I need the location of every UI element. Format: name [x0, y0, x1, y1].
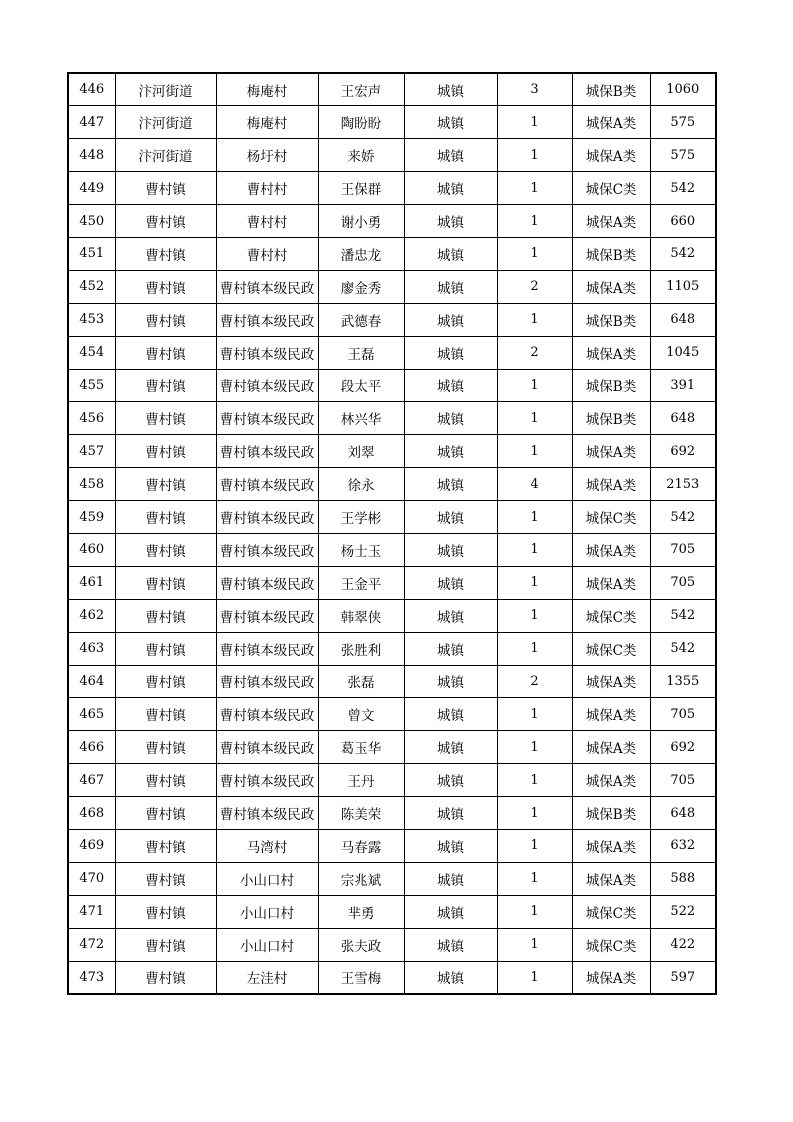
cell-category: 城保A类 — [572, 961, 650, 994]
cell-street-town: 曹村镇 — [115, 270, 216, 303]
cell-area-type: 城镇 — [404, 139, 497, 172]
cell-name: 芈勇 — [318, 895, 404, 928]
cell-amount: 705 — [650, 698, 716, 731]
cell-name: 王保群 — [318, 172, 404, 205]
cell-name: 宗兆斌 — [318, 862, 404, 895]
cell-household-size: 1 — [497, 205, 572, 238]
cell-village: 曹村镇本级民政 — [216, 731, 318, 764]
cell-name: 段太平 — [318, 369, 404, 402]
cell-street-town: 曹村镇 — [115, 862, 216, 895]
cell-row-number: 464 — [68, 665, 115, 698]
cell-amount: 648 — [650, 303, 716, 336]
cell-village: 曹村镇本级民政 — [216, 468, 318, 501]
cell-amount: 588 — [650, 862, 716, 895]
cell-household-size: 1 — [497, 764, 572, 797]
cell-category: 城保B类 — [572, 73, 650, 106]
cell-category: 城保A类 — [572, 106, 650, 139]
cell-area-type: 城镇 — [404, 73, 497, 106]
cell-category: 城保A类 — [572, 829, 650, 862]
cell-row-number: 462 — [68, 599, 115, 632]
cell-name: 王雪梅 — [318, 961, 404, 994]
cell-household-size: 1 — [497, 369, 572, 402]
cell-village: 梅庵村 — [216, 106, 318, 139]
table-row — [68, 665, 716, 698]
cell-street-town: 曹村镇 — [115, 665, 216, 698]
cell-household-size: 1 — [497, 599, 572, 632]
cell-name: 廖金秀 — [318, 270, 404, 303]
cell-village: 曹村镇本级民政 — [216, 533, 318, 566]
cell-household-size: 1 — [497, 435, 572, 468]
cell-household-size: 1 — [497, 862, 572, 895]
cell-row-number: 469 — [68, 829, 115, 862]
cell-name: 武德春 — [318, 303, 404, 336]
cell-category: 城保A类 — [572, 139, 650, 172]
cell-category: 城保A类 — [572, 566, 650, 599]
cell-amount: 648 — [650, 797, 716, 830]
cell-household-size: 1 — [497, 402, 572, 435]
cell-household-size: 1 — [497, 303, 572, 336]
cell-household-size: 4 — [497, 468, 572, 501]
table-row — [68, 698, 716, 731]
cell-category: 城保C类 — [572, 895, 650, 928]
cell-category: 城保B类 — [572, 402, 650, 435]
table-row — [68, 336, 716, 369]
cell-area-type: 城镇 — [404, 336, 497, 369]
cell-street-town: 曹村镇 — [115, 632, 216, 665]
cell-amount: 542 — [650, 632, 716, 665]
cell-amount: 1105 — [650, 270, 716, 303]
cell-amount: 542 — [650, 501, 716, 534]
cell-name: 张夫政 — [318, 928, 404, 961]
cell-area-type: 城镇 — [404, 862, 497, 895]
cell-category: 城保A类 — [572, 665, 650, 698]
cell-category: 城保C类 — [572, 172, 650, 205]
cell-household-size: 1 — [497, 237, 572, 270]
cell-name: 徐永 — [318, 468, 404, 501]
cell-village: 曹村镇本级民政 — [216, 599, 318, 632]
cell-area-type: 城镇 — [404, 435, 497, 468]
cell-village: 曹村镇本级民政 — [216, 336, 318, 369]
cell-household-size: 2 — [497, 270, 572, 303]
cell-amount: 422 — [650, 928, 716, 961]
cell-street-town: 曹村镇 — [115, 402, 216, 435]
table-row — [68, 172, 716, 205]
cell-category: 城保A类 — [572, 731, 650, 764]
cell-area-type: 城镇 — [404, 665, 497, 698]
cell-street-town: 曹村镇 — [115, 731, 216, 764]
cell-category: 城保C类 — [572, 632, 650, 665]
cell-village: 曹村村 — [216, 172, 318, 205]
cell-amount: 648 — [650, 402, 716, 435]
cell-name: 陈美荣 — [318, 797, 404, 830]
cell-street-town: 曹村镇 — [115, 599, 216, 632]
cell-row-number: 456 — [68, 402, 115, 435]
cell-street-town: 曹村镇 — [115, 895, 216, 928]
cell-row-number: 460 — [68, 533, 115, 566]
cell-area-type: 城镇 — [404, 303, 497, 336]
cell-household-size: 1 — [497, 533, 572, 566]
table-row — [68, 139, 716, 172]
cell-area-type: 城镇 — [404, 829, 497, 862]
cell-row-number: 465 — [68, 698, 115, 731]
cell-row-number: 466 — [68, 731, 115, 764]
table-row — [68, 237, 716, 270]
cell-name: 王磊 — [318, 336, 404, 369]
cell-category: 城保A类 — [572, 205, 650, 238]
table-row — [68, 797, 716, 830]
cell-area-type: 城镇 — [404, 895, 497, 928]
table-row — [68, 895, 716, 928]
table-row — [68, 468, 716, 501]
cell-amount: 1045 — [650, 336, 716, 369]
cell-household-size: 3 — [497, 73, 572, 106]
table-row — [68, 402, 716, 435]
table-row — [68, 928, 716, 961]
cell-row-number: 471 — [68, 895, 115, 928]
cell-village: 曹村镇本级民政 — [216, 402, 318, 435]
cell-row-number: 446 — [68, 73, 115, 106]
cell-name: 王学彬 — [318, 501, 404, 534]
cell-household-size: 2 — [497, 336, 572, 369]
table-row — [68, 632, 716, 665]
cell-row-number: 472 — [68, 928, 115, 961]
cell-street-town: 曹村镇 — [115, 961, 216, 994]
table-row — [68, 205, 716, 238]
table-row — [68, 303, 716, 336]
cell-household-size: 1 — [497, 106, 572, 139]
table-body — [68, 73, 716, 994]
data-table — [67, 72, 717, 995]
table-row — [68, 501, 716, 534]
cell-street-town: 曹村镇 — [115, 533, 216, 566]
cell-street-town: 曹村镇 — [115, 698, 216, 731]
cell-row-number: 451 — [68, 237, 115, 270]
cell-category: 城保B类 — [572, 369, 650, 402]
cell-amount: 2153 — [650, 468, 716, 501]
table-row — [68, 435, 716, 468]
cell-name: 刘翠 — [318, 435, 404, 468]
cell-amount: 692 — [650, 435, 716, 468]
cell-row-number: 454 — [68, 336, 115, 369]
cell-street-town: 曹村镇 — [115, 566, 216, 599]
cell-row-number: 470 — [68, 862, 115, 895]
cell-row-number: 448 — [68, 139, 115, 172]
cell-amount: 575 — [650, 106, 716, 139]
cell-area-type: 城镇 — [404, 764, 497, 797]
cell-row-number: 468 — [68, 797, 115, 830]
cell-name: 杨士玉 — [318, 533, 404, 566]
cell-village: 曹村镇本级民政 — [216, 797, 318, 830]
cell-household-size: 1 — [497, 698, 572, 731]
table-row — [68, 106, 716, 139]
cell-area-type: 城镇 — [404, 468, 497, 501]
cell-village: 曹村镇本级民政 — [216, 369, 318, 402]
cell-village: 小山口村 — [216, 928, 318, 961]
cell-name: 曾文 — [318, 698, 404, 731]
cell-household-size: 1 — [497, 928, 572, 961]
cell-category: 城保C类 — [572, 599, 650, 632]
cell-row-number: 453 — [68, 303, 115, 336]
table-row — [68, 599, 716, 632]
cell-village: 杨圩村 — [216, 139, 318, 172]
cell-amount: 575 — [650, 139, 716, 172]
cell-area-type: 城镇 — [404, 566, 497, 599]
cell-amount: 705 — [650, 566, 716, 599]
cell-amount: 542 — [650, 237, 716, 270]
cell-row-number: 452 — [68, 270, 115, 303]
cell-street-town: 汴河街道 — [115, 139, 216, 172]
table-row — [68, 73, 716, 106]
cell-row-number: 450 — [68, 205, 115, 238]
cell-category: 城保B类 — [572, 797, 650, 830]
cell-area-type: 城镇 — [404, 928, 497, 961]
cell-household-size: 1 — [497, 895, 572, 928]
cell-area-type: 城镇 — [404, 797, 497, 830]
cell-street-town: 曹村镇 — [115, 336, 216, 369]
cell-village: 曹村镇本级民政 — [216, 566, 318, 599]
cell-street-town: 曹村镇 — [115, 468, 216, 501]
cell-village: 曹村镇本级民政 — [216, 270, 318, 303]
cell-row-number: 457 — [68, 435, 115, 468]
cell-village: 小山口村 — [216, 895, 318, 928]
cell-name: 葛玉华 — [318, 731, 404, 764]
cell-village: 梅庵村 — [216, 73, 318, 106]
cell-amount: 542 — [650, 172, 716, 205]
cell-village: 曹村镇本级民政 — [216, 435, 318, 468]
table-row — [68, 862, 716, 895]
cell-street-town: 曹村镇 — [115, 303, 216, 336]
cell-village: 马湾村 — [216, 829, 318, 862]
cell-category: 城保A类 — [572, 435, 650, 468]
cell-household-size: 1 — [497, 566, 572, 599]
cell-household-size: 1 — [497, 501, 572, 534]
cell-village: 曹村村 — [216, 205, 318, 238]
cell-village: 曹村村 — [216, 237, 318, 270]
cell-row-number: 455 — [68, 369, 115, 402]
cell-household-size: 1 — [497, 797, 572, 830]
cell-street-town: 曹村镇 — [115, 829, 216, 862]
cell-village: 小山口村 — [216, 862, 318, 895]
cell-name: 张磊 — [318, 665, 404, 698]
cell-street-town: 汴河街道 — [115, 73, 216, 106]
cell-name: 张胜利 — [318, 632, 404, 665]
cell-name: 马春露 — [318, 829, 404, 862]
cell-household-size: 1 — [497, 829, 572, 862]
table-row — [68, 369, 716, 402]
cell-name: 王金平 — [318, 566, 404, 599]
cell-row-number: 473 — [68, 961, 115, 994]
cell-amount: 391 — [650, 369, 716, 402]
cell-amount: 597 — [650, 961, 716, 994]
cell-name: 王丹 — [318, 764, 404, 797]
cell-street-town: 曹村镇 — [115, 369, 216, 402]
cell-household-size: 2 — [497, 665, 572, 698]
cell-name: 潘忠龙 — [318, 237, 404, 270]
table-row — [68, 533, 716, 566]
cell-category: 城保A类 — [572, 698, 650, 731]
cell-category: 城保A类 — [572, 862, 650, 895]
cell-category: 城保A类 — [572, 336, 650, 369]
cell-area-type: 城镇 — [404, 961, 497, 994]
cell-street-town: 曹村镇 — [115, 928, 216, 961]
cell-area-type: 城镇 — [404, 205, 497, 238]
cell-name: 陶盼盼 — [318, 106, 404, 139]
cell-area-type: 城镇 — [404, 698, 497, 731]
cell-row-number: 461 — [68, 566, 115, 599]
cell-village: 曹村镇本级民政 — [216, 632, 318, 665]
cell-amount: 542 — [650, 599, 716, 632]
cell-row-number: 447 — [68, 106, 115, 139]
table-row — [68, 270, 716, 303]
cell-category: 城保A类 — [572, 468, 650, 501]
cell-area-type: 城镇 — [404, 632, 497, 665]
cell-household-size: 1 — [497, 172, 572, 205]
cell-street-town: 曹村镇 — [115, 764, 216, 797]
cell-street-town: 曹村镇 — [115, 797, 216, 830]
cell-amount: 632 — [650, 829, 716, 862]
cell-household-size: 1 — [497, 139, 572, 172]
cell-village: 左洼村 — [216, 961, 318, 994]
cell-area-type: 城镇 — [404, 402, 497, 435]
cell-amount: 660 — [650, 205, 716, 238]
cell-amount: 705 — [650, 764, 716, 797]
table-row — [68, 731, 716, 764]
cell-household-size: 1 — [497, 961, 572, 994]
cell-street-town: 汴河街道 — [115, 106, 216, 139]
cell-category: 城保C类 — [572, 928, 650, 961]
cell-row-number: 463 — [68, 632, 115, 665]
cell-street-town: 曹村镇 — [115, 501, 216, 534]
cell-name: 韩翠侠 — [318, 599, 404, 632]
cell-street-town: 曹村镇 — [115, 435, 216, 468]
cell-amount: 1060 — [650, 73, 716, 106]
cell-name: 谢小勇 — [318, 205, 404, 238]
cell-amount: 1355 — [650, 665, 716, 698]
table-row — [68, 961, 716, 994]
table-row — [68, 566, 716, 599]
table-row — [68, 829, 716, 862]
cell-row-number: 467 — [68, 764, 115, 797]
cell-village: 曹村镇本级民政 — [216, 303, 318, 336]
cell-village: 曹村镇本级民政 — [216, 764, 318, 797]
cell-household-size: 1 — [497, 731, 572, 764]
cell-area-type: 城镇 — [404, 731, 497, 764]
cell-area-type: 城镇 — [404, 237, 497, 270]
cell-name: 王宏声 — [318, 73, 404, 106]
cell-street-town: 曹村镇 — [115, 172, 216, 205]
cell-village: 曹村镇本级民政 — [216, 698, 318, 731]
cell-category: 城保C类 — [572, 501, 650, 534]
cell-category: 城保A类 — [572, 533, 650, 566]
cell-area-type: 城镇 — [404, 369, 497, 402]
cell-area-type: 城镇 — [404, 172, 497, 205]
cell-area-type: 城镇 — [404, 270, 497, 303]
cell-amount: 705 — [650, 533, 716, 566]
cell-area-type: 城镇 — [404, 501, 497, 534]
cell-household-size: 1 — [497, 632, 572, 665]
cell-row-number: 459 — [68, 501, 115, 534]
cell-village: 曹村镇本级民政 — [216, 665, 318, 698]
cell-area-type: 城镇 — [404, 106, 497, 139]
cell-category: 城保A类 — [572, 764, 650, 797]
cell-area-type: 城镇 — [404, 533, 497, 566]
cell-street-town: 曹村镇 — [115, 205, 216, 238]
cell-village: 曹村镇本级民政 — [216, 501, 318, 534]
cell-row-number: 458 — [68, 468, 115, 501]
cell-category: 城保A类 — [572, 270, 650, 303]
cell-area-type: 城镇 — [404, 599, 497, 632]
cell-name: 来娇 — [318, 139, 404, 172]
table-row — [68, 764, 716, 797]
cell-category: 城保B类 — [572, 303, 650, 336]
cell-name: 林兴华 — [318, 402, 404, 435]
cell-row-number: 449 — [68, 172, 115, 205]
cell-street-town: 曹村镇 — [115, 237, 216, 270]
cell-amount: 692 — [650, 731, 716, 764]
cell-category: 城保B类 — [572, 237, 650, 270]
cell-amount: 522 — [650, 895, 716, 928]
